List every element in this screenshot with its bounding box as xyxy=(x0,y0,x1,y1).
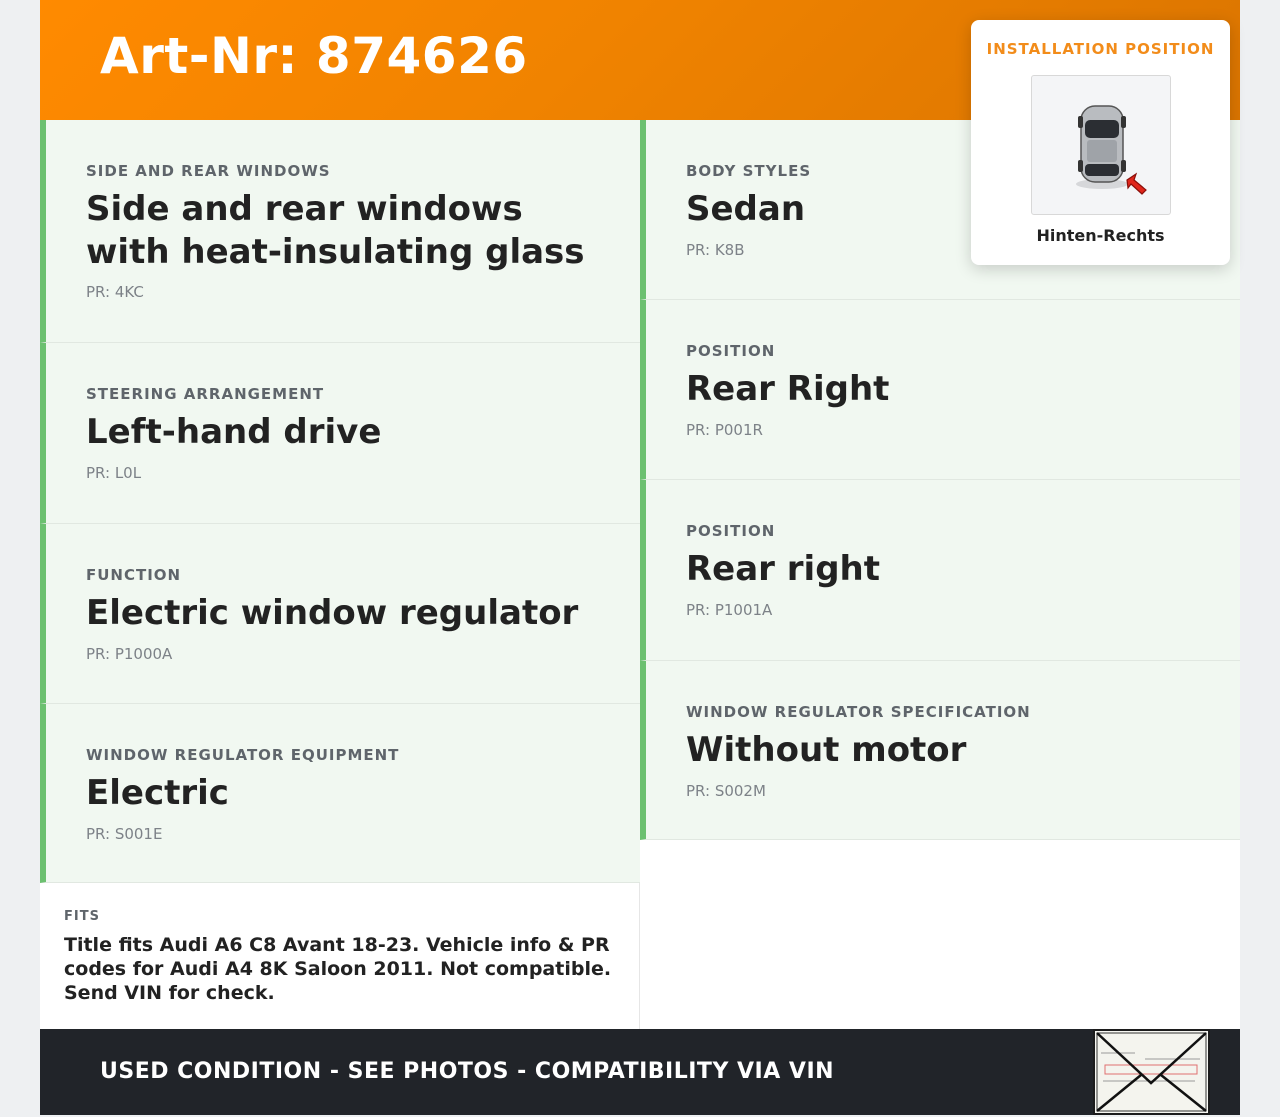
spec-label: FUNCTION xyxy=(86,566,182,584)
spec-value: Side and rear windows with heat-insulating glass xyxy=(86,189,585,272)
installation-position-value: Hinten-Rechts xyxy=(1036,226,1165,245)
spec-value: Electric window regulator xyxy=(86,593,579,633)
spec-card-position-1 xyxy=(640,300,1240,480)
article-number-title: Art-Nr: 874626 xyxy=(100,27,528,85)
spec-value: Without motor xyxy=(686,730,967,770)
fits-section xyxy=(40,883,640,1029)
spec-label: POSITION xyxy=(686,342,776,360)
spec-card-side-rear-windows xyxy=(40,120,640,343)
fits-text: Title fits Audi A6 C8 Avant 18-23. Vehicle info & PR codes for Audi A4 8K Saloon 2011. Not compatible. Send VIN for check. xyxy=(64,934,612,1004)
fits-label: FITS xyxy=(64,909,100,924)
spec-pr-code: PR: 4KC xyxy=(86,283,144,301)
spec-pr-code: PR: P001R xyxy=(686,421,763,439)
spec-card-function xyxy=(40,524,640,704)
installation-position-card xyxy=(971,20,1230,265)
spec-label: WINDOW REGULATOR EQUIPMENT xyxy=(86,746,400,764)
spec-label: POSITION xyxy=(686,522,776,540)
spec-pr-code: PR: S001E xyxy=(86,825,163,843)
footer-condition-text: USED CONDITION - SEE PHOTOS - COMPATIBILITY VIA VIN xyxy=(100,1059,835,1084)
installation-position-title: INSTALLATION POSITION xyxy=(986,40,1215,58)
spec-value: Rear right xyxy=(686,549,881,589)
spec-pr-code: PR: K8B xyxy=(686,241,745,259)
spec-label: SIDE AND REAR WINDOWS xyxy=(86,162,331,180)
footer-banner xyxy=(40,1029,1240,1115)
spec-value: Electric xyxy=(86,773,229,813)
envelope-stamp-icon xyxy=(1093,1029,1210,1115)
spec-pr-code: PR: P1001A xyxy=(686,601,773,619)
spec-value: Rear Right xyxy=(686,369,890,409)
page xyxy=(40,0,1240,1115)
spec-label: BODY STYLES xyxy=(686,162,812,180)
car-top-view-icon xyxy=(1032,76,1170,214)
spec-card-position-2 xyxy=(640,480,1240,661)
spec-pr-code: PR: S002M xyxy=(686,782,766,800)
spec-value: Left-hand drive xyxy=(86,412,382,452)
spec-card-regulator-specification xyxy=(640,661,1240,840)
spec-value: Sedan xyxy=(686,189,806,229)
spec-card-steering xyxy=(40,343,640,524)
car-image-frame xyxy=(1031,75,1171,215)
spec-pr-code: PR: L0L xyxy=(86,464,142,482)
spec-card-regulator-equipment xyxy=(40,704,640,883)
spec-label: STEERING ARRANGEMENT xyxy=(86,385,325,403)
spec-pr-code: PR: P1000A xyxy=(86,645,173,663)
spec-label: WINDOW REGULATOR SPECIFICATION xyxy=(686,703,1031,721)
